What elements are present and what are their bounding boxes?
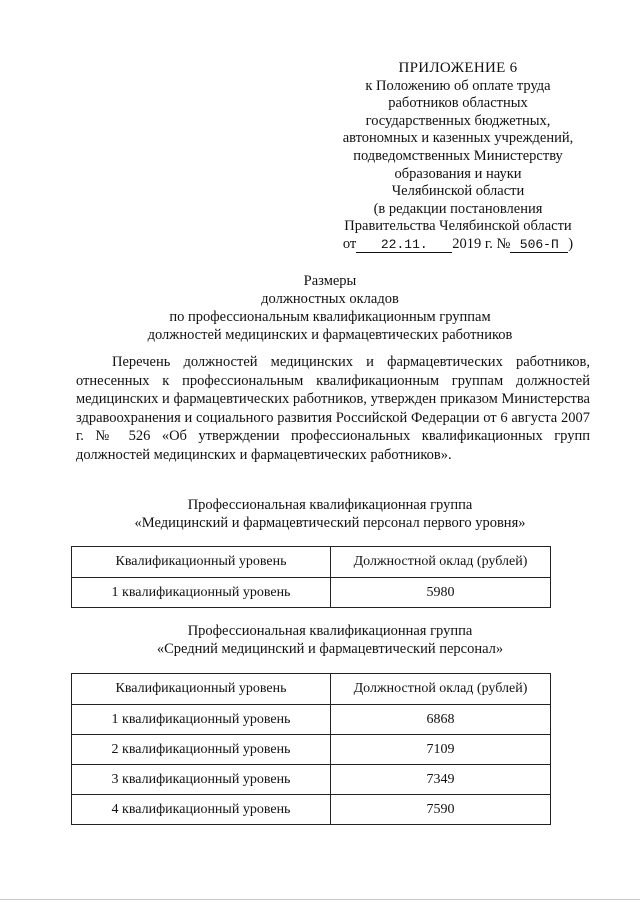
column-header: Должностной оклад (рублей) [331,547,551,578]
heading-line: должностных окладов [261,291,399,307]
year-text: 2019 г. № [452,235,511,252]
appendix-line: Челябинской области [391,183,525,200]
group-2-table [71,673,551,825]
column-header: Квалификационный уровень [72,547,331,578]
table-header-row [72,674,551,705]
level-cell: 1 квалификационный уровень [72,705,331,735]
group-2-title [40,622,620,658]
appendix-line: Правительства Челябинской области [344,218,572,235]
table-header-row [72,547,551,578]
table-row [72,705,551,735]
salary-cell: 7349 [331,765,551,795]
salary-cell: 6868 [331,705,551,735]
level-cell: 1 квалификационный уровень [72,578,331,608]
level-cell: 4 квалификационный уровень [72,795,331,825]
resolution-date: 22.11. [356,237,452,253]
table-row [72,578,551,608]
appendix-line: работников областных [388,95,528,112]
appendix-line: к Положению об оплате труда [365,77,551,94]
group-title-line: Профессиональная квалификационная группа [187,623,473,639]
group-1-table [71,546,551,608]
column-header: Должностной оклад (рублей) [331,674,551,705]
date-prefix: от [342,235,357,252]
appendix-line: образования и науки [394,165,522,182]
appendix-title: ПРИЛОЖЕНИЕ 6 [398,60,518,76]
intro-paragraph: Перечень должностей медицинских и фармацевтических работников, отнесенных к профессиональным квалификационным группам должностей медицинских и фармацевтических работников, утвержден приказом Министерства здравоохранения и социального развития Российской Федерации от 6 августа 2007 г. № 526 «Об утверждении профессиональных квалификационных групп должностей медицинских и фармацевтических работников». [76,354,590,463]
salary-cell: 7590 [331,795,551,825]
appendix-line: (в редакции постановления [373,200,543,217]
group-title-line: «Медицинский и фармацевтический персонал первого уровня» [134,515,526,531]
salary-cell: 7109 [331,735,551,765]
resolution-date-line [300,236,616,254]
heading-line: должностей медицинских и фармацевтических работников [147,327,513,343]
table-row [72,795,551,825]
column-header: Квалификационный уровень [72,674,331,705]
closing-paren: ) [568,235,574,252]
appendix-line: государственных бюджетных, [365,112,551,129]
level-cell: 2 квалификационный уровень [72,735,331,765]
group-1-title [40,496,620,532]
heading-line: по профессиональным квалификационным группам [169,309,491,325]
appendix-header [300,60,616,254]
salary-cell: 5980 [331,578,551,608]
group-title-line: «Средний медицинский и фармацевтический персонал» [156,641,504,657]
table-row [72,735,551,765]
resolution-number: 506-П [510,237,568,253]
appendix-line: подведомственных Министерству [353,147,563,164]
scan-edge-line [0,899,640,900]
group-title-line: Профессиональная квалификационная группа [187,497,473,513]
document-heading [40,272,620,344]
table-row [72,765,551,795]
heading-line: Размеры [303,273,357,289]
appendix-line: автономных и казенных учреждений, [342,130,574,147]
level-cell: 3 квалификационный уровень [72,765,331,795]
